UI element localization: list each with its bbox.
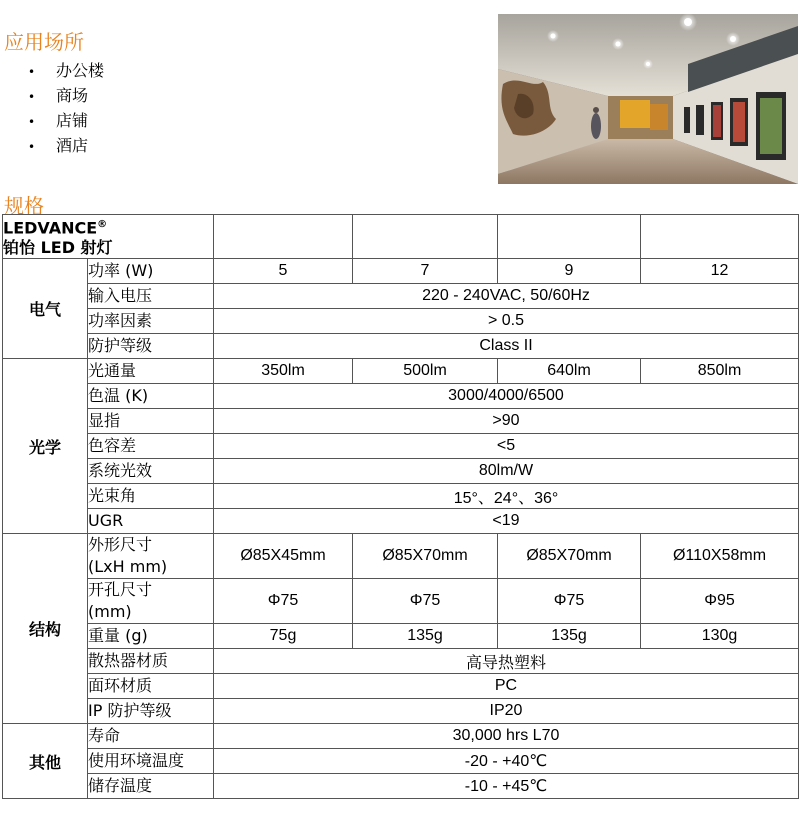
table-row [3,334,799,359]
spec-title: 规格 [4,194,44,218]
value-cell: Ø85X70mm [498,534,641,579]
value-cell: -10 - +45℃ [214,774,799,799]
table-row [3,699,799,724]
value-cell: PC [214,674,799,699]
value-cell: 350lm [214,359,353,384]
table-row [3,409,799,434]
param-label: 功率因素 [88,309,214,334]
value-cell: 640lm [498,359,641,384]
param-label: 光束角 [88,484,214,509]
value-cell: Φ95 [641,579,799,624]
brand-name: LEDVANCE [3,218,98,238]
param-label: 使用环境温度 [88,749,214,774]
category-other: 其他 [3,724,88,799]
category-structure: 结构 [3,534,88,724]
table-row [3,259,799,284]
value-cell: >90 [214,409,799,434]
table-row [3,649,799,674]
value-cell: 850lm [641,359,799,384]
table-row [3,459,799,484]
product-name: 铂怡 LED 射灯 [3,238,113,258]
value-cell: Φ75 [498,579,641,624]
category-electrical: 电气 [3,259,88,359]
value-cell: 5 [214,259,353,284]
bullet-icon: • [28,65,36,79]
bullet-icon: • [28,140,36,154]
list-item: • 酒店 [28,133,104,158]
table-row [3,359,799,384]
value-cell: 30,000 hrs L70 [214,724,799,749]
registered-mark: ® [97,219,108,230]
value-cell: 15°、24°、36° [214,484,799,509]
param-label: 散热器材质 [88,649,214,674]
value-cell: 3000/4000/6500 [214,384,799,409]
value-cell: -20 - +40℃ [214,749,799,774]
header-cell [498,215,641,259]
param-label: 开孔尺寸 (mm) [88,579,214,624]
table-row [3,509,799,534]
value-cell: 75g [214,624,353,649]
value-cell: Ø85X45mm [214,534,353,579]
value-cell: Ø110X58mm [641,534,799,579]
table-row [3,624,799,649]
value-cell: IP20 [214,699,799,724]
bullet-icon: • [28,90,36,104]
param-label: UGR [88,509,214,534]
value-cell: > 0.5 [214,309,799,334]
table-row [3,674,799,699]
table-row [3,284,799,309]
bullet-icon: • [28,115,36,129]
value-cell: 135g [353,624,498,649]
value-cell: 500lm [353,359,498,384]
value-cell: Ø85X70mm [353,534,498,579]
corridor-photo [498,14,798,184]
value-cell: 135g [498,624,641,649]
table-row [3,484,799,509]
value-cell: 12 [641,259,799,284]
param-label: 系统光效 [88,459,214,484]
table-row [3,724,799,749]
list-item: • 店铺 [28,108,104,133]
header-cell [353,215,498,259]
value-cell: 130g [641,624,799,649]
param-label: 色温 (K) [88,384,214,409]
product-header [3,215,214,259]
list-item: • 办公楼 [28,58,104,83]
table-row [3,774,799,799]
header-cell [214,215,353,259]
table-row [3,434,799,459]
param-label: 储存温度 [88,774,214,799]
param-label: 防护等级 [88,334,214,359]
table-row [3,384,799,409]
table-row [3,309,799,334]
value-cell: 高导热塑料 [214,649,799,674]
param-label: 输入电压 [88,284,214,309]
param-label: 面环材质 [88,674,214,699]
value-cell: 80lm/W [214,459,799,484]
value-cell: 220 - 240VAC, 50/60Hz [214,284,799,309]
application-title: 应用场所 [4,30,84,54]
param-label: 光通量 [88,359,214,384]
spec-table [2,214,799,799]
header-cell [641,215,799,259]
category-optical: 光学 [3,359,88,534]
list-item: • 商场 [28,83,104,108]
param-label: 功率 (W) [88,259,214,284]
value-cell: <19 [214,509,799,534]
param-label: 外形尺寸 (LxH mm) [88,534,214,579]
param-label: 重量 (g) [88,624,214,649]
table-row [3,215,799,259]
table-row [3,579,799,624]
param-label: 寿命 [88,724,214,749]
value-cell: Class II [214,334,799,359]
value-cell: Φ75 [353,579,498,624]
value-cell: 7 [353,259,498,284]
application-list [28,58,104,158]
value-cell: <5 [214,434,799,459]
corridor-photo-illustration [498,14,798,184]
table-row [3,534,799,579]
value-cell: 9 [498,259,641,284]
value-cell: Φ75 [214,579,353,624]
param-label: 色容差 [88,434,214,459]
param-label: IP 防护等级 [88,699,214,724]
table-row [3,749,799,774]
param-label: 显指 [88,409,214,434]
